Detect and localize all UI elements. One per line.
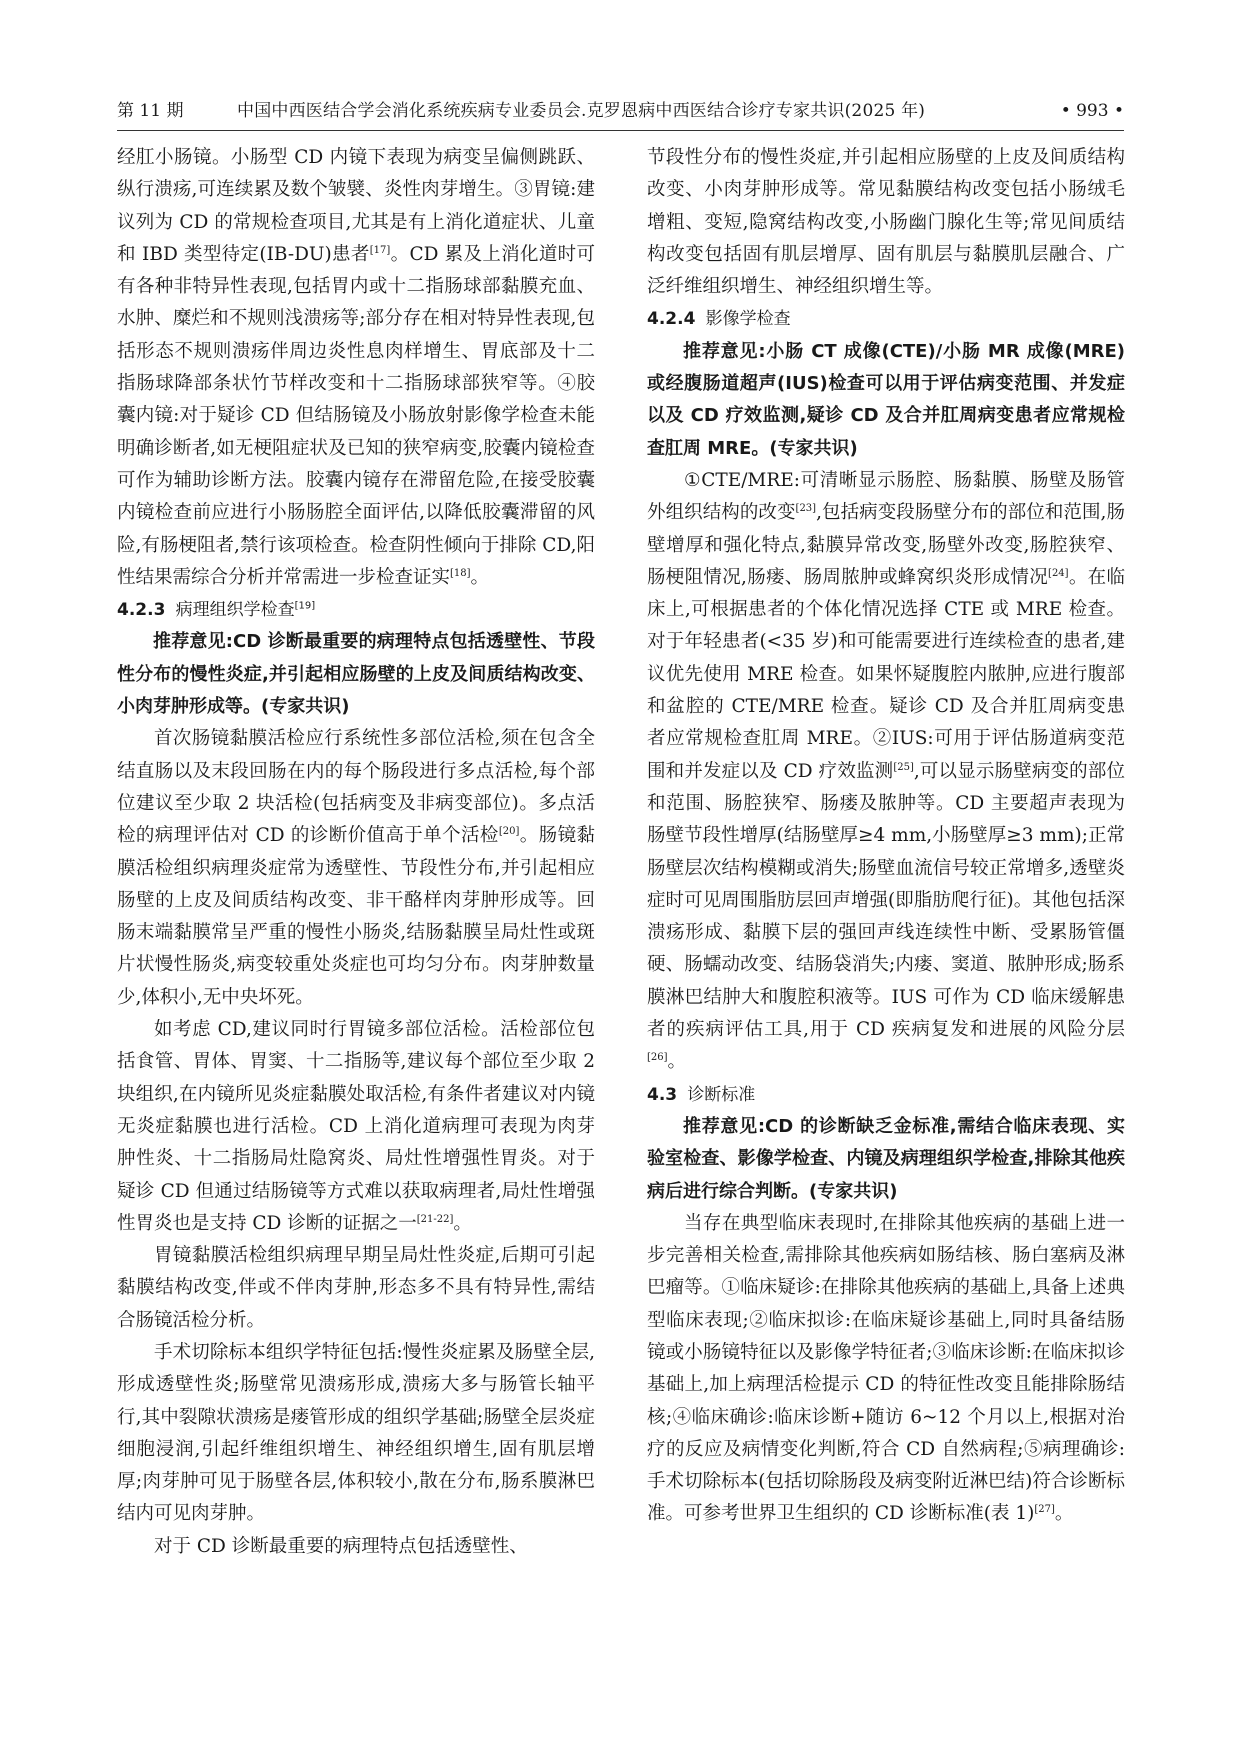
section-heading-4-2-4 <box>647 303 1125 335</box>
paragraph: ①CTE/MRE:可清晰显示肠腔、肠黏膜、肠壁及肠管外组织结构的改变[23],包括病变段肠壁分布的部位和范围,肠壁增厚和强化特点,黏膜异常改变,肠壁外改变,肠腔狭窄、肠梗阻情况,肠瘘、肠周脓肿或蜂窝织炎形成情况[24]。在临床上,可根据患者的个体化情况选择 CTE 或 MRE 检查。对于年轻患者(<35 岁)和可能需要进行连续检查的患者,建议优先使用 MRE 检查。如果怀疑腹腔内脓肿,应进行腹部和盆腔的 CTE/MRE 检查。疑诊 CD 及合并肛周病变患者应常规检查肛周 MRE。②IUS:可用于评估肠道病变范围和并发症以及 CD 疗效监测[25],可以显示肠壁病变的部位和范围、肠腔狭窄、肠瘘及脓肿等。CD 主要超声表现为肠壁节段性增厚(结肠壁厚≥4 mm,小肠壁厚≥3 mm);正常肠壁层次结构模糊或消失;肠壁血流信号较正常增多,透壁炎症时可见周围脂肪层回声增强(即脂肪爬行征)。其他包括深溃疡形成、黏膜下层的强回声线连续性中断、受累肠管僵硬、肠蠕动改变、结肠袋消失;内瘘、窦道、脓肿形成;肠系膜淋巴结肿大和腹腔积液等。IUS 可作为 CD 临床缓解患者的疾病评估工具,用于 CD 疾病复发和进展的风险分层[26]。 <box>647 469 1125 1073</box>
section-number: 4.3 <box>647 1084 678 1105</box>
paragraph: 经肛小肠镜。小肠型 CD 内镜下表现为病变呈偏侧跳跃、纵行溃疡,可连续累及数个皱襞、炎性肉芽增生。③胃镜:建议列为 CD 的常规检查项目,尤其是有上消化道症状、儿童和 IBD 类型待定(IB-DU)患者[17]。CD 累及上消化道时可有各种非特异性表现,包括胃内或十二指肠球部黏膜充血、水肿、糜烂和不规则浅溃疡等;部分存在相对特异性表现,包括形态不规则溃疡伴周边炎性息肉样增生、胃底部及十二指肠球降部条状竹节样改变和十二指肠球部狭窄等。④胶囊内镜:对于疑诊 CD 但结肠镜及小肠放射影像学检查未能明确诊断者,如无梗阻症状及已知的狭窄病变,胶囊内镜检查可作为辅助诊断方法。胶囊内镜存在滞留危险,在接受胶囊内镜检查前应进行小肠肠腔全面评估,以降低胶囊滞留的风险,有肠梗阻者,禁行该项检查。检查阴性倾向于排除 CD,阳性结果需综合分析并常需进一步检查证实[18]。 <box>117 147 595 588</box>
citation-ref[interactable]: [21-22] <box>416 1213 454 1225</box>
left-column <box>117 142 595 1702</box>
paragraph: 首次肠镜黏膜活检应行系统性多部位活检,须在包含全结直肠以及末段回肠在内的每个肠段进行多点活检,每个部位建议至少取 2 块活检(包括病变及非病变部位)。多点活检的病理评估对 CD 的诊断价值高于单个活检[20]。肠镜黏膜活检组织病理炎症常为透壁性、节段性分布,并引起相应肠壁的上皮及间质结构改变、非干酪样肉芽肿形成等。回肠末端黏膜常呈严重的慢性小肠炎,结肠黏膜呈局灶性或斑片状慢性肠炎,病变较重处炎症也可均匀分布。肉芽肿数量少,体积小,无中央坏死。 <box>117 728 595 1008</box>
section-heading-4-2-3 <box>117 594 595 626</box>
citation-ref[interactable]: [18] <box>450 567 471 579</box>
recommendation: 推荐意见:CD 诊断最重要的病理特点包括透壁性、节段性分布的慢性炎症,并引起相应肠壁的上皮及间质结构改变、小肉芽肿形成等。(专家共识) <box>117 631 595 718</box>
paragraph: 节段性分布的慢性炎症,并引起相应肠壁的上皮及间质结构改变、小肉芽肿形成等。常见黏膜结构改变包括小肠绒毛增粗、变短,隐窝结构改变,小肠幽门腺化生等;常见间质结构改变包括固有肌层增厚、固有肌层与黏膜肌层融合、广泛纤维组织增生、神经组织增生等。 <box>647 147 1125 298</box>
section-title: 影像学检查 <box>705 309 791 330</box>
paragraph: 胃镜黏膜活检组织病理早期呈局灶性炎症,后期可引起黏膜结构改变,伴或不伴肉芽肿,形态多不具有特异性,需结合肠镜活检分析。 <box>117 1245 595 1331</box>
section-title: 病理组织学检查 <box>175 600 295 621</box>
issue-number: 第 11 期 <box>117 101 184 121</box>
citation-ref[interactable]: [20] <box>498 826 520 838</box>
citation-ref[interactable]: [17] <box>369 244 391 256</box>
citation-ref[interactable]: [24] <box>1048 567 1069 579</box>
section-title: 诊断标准 <box>687 1084 756 1105</box>
recommendation: 推荐意见:小肠 CT 成像(CTE)/小肠 MR 成像(MRE)或经腹肠道超声(IUS)检查可以用于评估病变范围、并发症以及 CD 疗效监测,疑诊 CD 及合并肛周病变患者应常规检查肛周 MRE。(专家共识) <box>647 340 1125 459</box>
section-heading-4-3 <box>647 1079 1125 1111</box>
right-column <box>647 142 1125 1702</box>
citation-ref[interactable]: [27] <box>1034 1504 1055 1516</box>
paragraph: 如考虑 CD,建议同时行胃镜多部位活检。活检部位包括食管、胃体、胃窦、十二指肠等,建议每个部位至少取 2 块组织,在内镜所见炎症黏膜处取活检,有条件者建议对内镜无炎症黏膜也进行活检。CD 上消化道病理可表现为肉芽肿性炎、十二指肠局灶隐窝炎、局灶性增强性胃炎。对于疑诊 CD 但通过结肠镜等方式难以获取病理者,局灶性增强性胃炎也是支持 CD 诊断的证据之一[21-22]。 <box>117 1019 595 1234</box>
page-number: • 993 • <box>1060 101 1124 121</box>
running-header <box>117 96 1124 126</box>
paragraph: 当存在典型临床表现时,在排除其他疾病的基础上进一步完善相关检查,需排除其他疾病如肠结核、肠白塞病及淋巴瘤等。①临床疑诊:在排除其他疾病的基础上,具备上述典型临床表现;②临床拟诊:在临床疑诊基础上,同时具备结肠镜或小肠镜特征以及影像学特征者;③临床诊断:在临床拟诊基础上,加上病理活检提示 CD 的特征性改变且能排除肠结核;④临床确诊:临床诊断+随访 6~12 个月以上,根据对治疗的反应及病情变化判断,符合 CD 自然病程;⑤病理确诊:手术切除标本(包括切除肠段及病变附近淋巴结)符合诊断标准。可参考世界卫生组织的 CD 诊断标准(表 1)[27]。 <box>647 1212 1125 1525</box>
citation-ref[interactable]: [26] <box>647 1052 668 1064</box>
recommendation: 推荐意见:CD 的诊断缺乏金标准,需结合临床表现、实验室检查、影像学检查、内镜及病理组织学检查,排除其他疾病后进行综合判断。(专家共识) <box>647 1115 1125 1202</box>
citation-ref[interactable]: [25] <box>893 761 914 773</box>
citation-ref[interactable]: [23] <box>795 503 817 515</box>
header-rule <box>117 130 1124 131</box>
citation-line: 中国中西医结合学会消化系统疾病专业委员会.克罗恩病中西医结合诊疗专家共识(2025 年) <box>237 101 926 121</box>
section-number: 4.2.3 <box>117 600 166 621</box>
section-number: 4.2.4 <box>647 309 696 330</box>
citation-ref[interactable]: [19] <box>294 600 316 612</box>
paragraph: 手术切除标本组织学特征包括:慢性炎症累及肠壁全层,形成透壁性炎;肠壁常见溃疡形成,溃疡大多与肠管长轴平行,其中裂隙状溃疡是瘘管形成的组织学基础;肠壁全层炎症细胞浸润,引起纤维组织增生、神经组织增生,固有肌层增厚;肉芽肿可见于肠壁各层,体积较小,散在分布,肠系膜淋巴结内可见肉芽肿。 <box>117 1341 595 1525</box>
paragraph: 对于 CD 诊断最重要的病理特点包括透壁性、 <box>154 1535 528 1557</box>
